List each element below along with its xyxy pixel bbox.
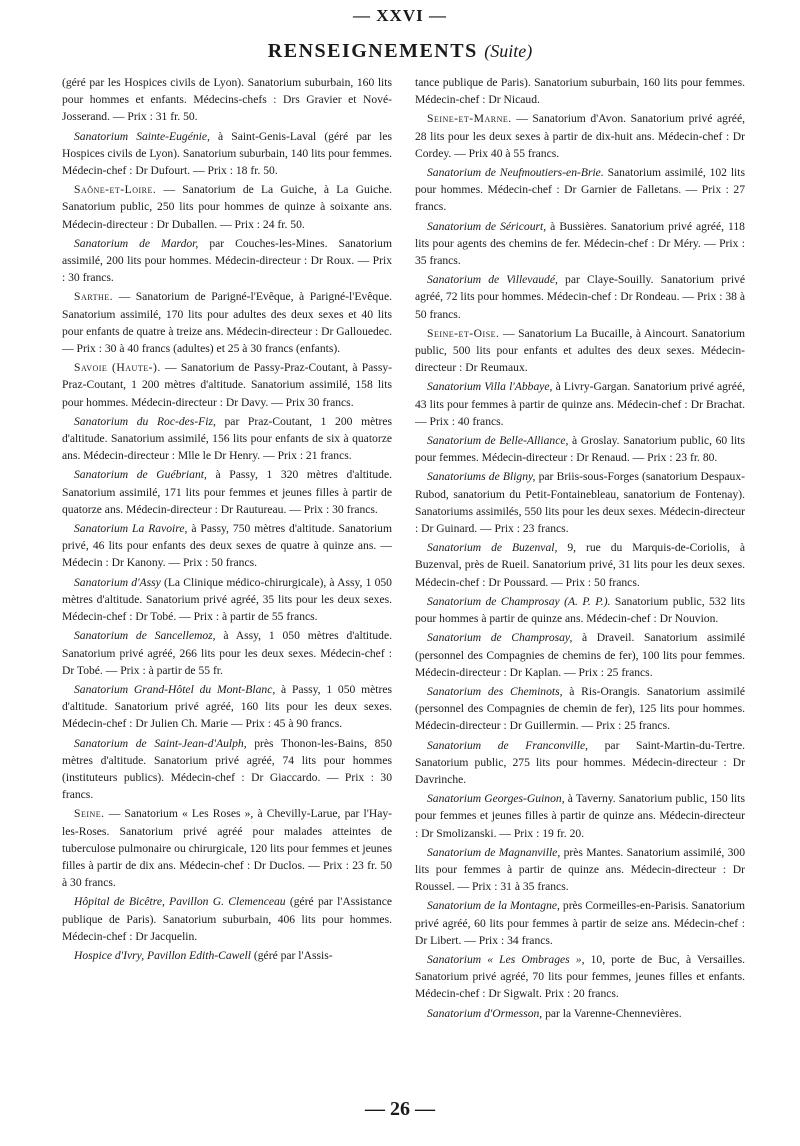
entry-paragraph	[62, 627, 392, 679]
entry-heading: Sanatoriums de Bligny,	[427, 470, 536, 484]
entry-heading: Saône-et-Loire.	[74, 183, 157, 197]
entry-paragraph	[415, 593, 745, 627]
entry-text: par Couches-les-Mines. Sanatorium assimilé, 200 lits pour hommes. Médecin-directeur : Dr Roux. — Prix : 30 francs.	[62, 236, 392, 285]
entry-text: à Draveil. Sanatorium assimilé (personnel des Compagnies de chemins de fer), 100 lits pour femmes. Médecin-directeur : Dr Kaplan. — Prix : 25 francs.	[415, 631, 745, 679]
entry-heading: Sanatorium de Sancellemoz,	[74, 629, 216, 643]
entry-text: par la Varenne-Chennevières.	[542, 1006, 682, 1020]
section-title-suite: (Suite)	[484, 41, 533, 61]
entry-paragraph	[415, 378, 745, 430]
entry-text: près Mantes. Sanatorium assimilé, 300 lits pour femmes à partir de quinze ans. Médecin-directeur : Dr Roussel. — Prix : 31 à 35 francs.	[415, 845, 745, 894]
entry-heading: Sanatorium de Mardor,	[74, 236, 199, 250]
entry-heading: Sanatorium Villa l'Abbaye,	[427, 380, 553, 394]
page-number: — 26 —	[365, 1098, 435, 1120]
entry-paragraph	[62, 574, 392, 626]
entry-heading: Sanatorium de Champrosay (A. P. P.).	[427, 594, 611, 608]
entry-text: Sanatorium public, 532 lits pour hommes à partir de quinze ans. Médecin-chef : Dr Nouvion.	[415, 594, 745, 626]
entry-text: par Praz-Coutant, 1 200 mètres d'altitude. Sanatorium assimilé, 156 lits pour enfants de six à quatorze ans. Médecin-directeur : Mlle le Dr Henry. — Prix : 21 francs.	[62, 414, 392, 463]
entry-paragraph	[62, 735, 392, 804]
entry-heading: Sanatorium de Guébriant,	[74, 468, 207, 482]
entry-paragraph	[415, 164, 745, 216]
entry-heading: Seine-et-Marne.	[427, 112, 512, 126]
entry-paragraph	[62, 359, 392, 411]
entry-text: 10, porte de Buc, à Versailles. Sanatorium privé agréé, 70 lits pour femmes, jeunes filles et enfants. Médecin-chef : Dr Sigwalt. Prix : 20 francs.	[415, 952, 745, 1001]
entry-heading: Sanatorium « Les Ombrages »,	[427, 952, 585, 966]
entry-text: près Thonon-les-Bains, 850 mètres d'altitude. Sanatorium privé agréé, 74 lits pour hommes (instituteurs publics). Médecin-chef : Dr Giaccardo. — Prix : 30 francs.	[62, 736, 392, 802]
entry-text: — Sanatorium de La Guiche, à La Guiche. Sanatorium public, 250 lits pour hommes de quinze à soixante ans. Médecin-directeur : Dr Duballen. — Prix : 24 fr. 50.	[62, 183, 392, 231]
left-column	[62, 74, 392, 1084]
entry-heading: Sanatorium de Champrosay,	[427, 631, 573, 645]
entry-paragraph	[415, 74, 745, 108]
entry-paragraph	[415, 790, 745, 842]
entry-text: par Briis-sous-Forges (sanatorium Despaux-Rubod, sanatorium du Petit-Fontainebleau, sanatorium de Fontenay). Sanatoriums assimilés, 550 lits pour les deux sexes. Médecin-directeur : Dr Guinard. — Prix : 23 francs.	[415, 470, 745, 536]
entry-heading: Sanatorium de Neufmoutiers-en-Brie.	[427, 166, 604, 180]
entry-text: (géré par l'Assistance publique de Paris). Sanatorium suburbain, 406 lits pour hommes. Médecin-chef : Dr Jacquelin.	[62, 895, 392, 943]
entry-heading: Sanatorium des Cheminots,	[427, 684, 563, 698]
entry-paragraph	[62, 947, 392, 964]
entry-paragraph	[415, 897, 745, 949]
entry-paragraph	[62, 181, 392, 233]
entry-heading: Sanatorium de Saint-Jean-d'Aulph,	[74, 736, 247, 750]
entry-paragraph	[415, 218, 745, 270]
entry-paragraph	[415, 844, 745, 896]
entry-paragraph	[415, 539, 745, 591]
entry-text: près Cormeilles-en-Parisis. Sanatorium privé agréé, 60 lits pour femmes à partir de seize ans. Médecin-chef : Dr Libert. — Prix : 34 francs.	[415, 899, 745, 947]
entry-text: (géré par les Hospices civils de Lyon). Sanatorium suburbain, 160 lits pour hommes et enfants. Médecins-chefs : Drs Gravier et Nové-Josserand. — Prix : 31 fr. 50.	[62, 76, 392, 124]
entry-paragraph	[415, 468, 745, 537]
entry-text: à Taverny. Sanatorium public, 150 lits pour femmes et jeunes filles à partir de quinze ans. Médecin-directeur : Dr Smolizanski. — Prix : 19 fr. 20.	[415, 792, 745, 840]
entry-paragraph	[415, 271, 745, 323]
entry-paragraph	[62, 235, 392, 287]
entry-text: tance publique de Paris). Sanatorium suburbain, 160 lits pour femmes. Médecin-chef : Dr Nicaud.	[415, 76, 745, 107]
entry-heading: Sanatorium du Roc-des-Fiz,	[74, 414, 216, 428]
entry-text: Sanatorium assimilé, 102 lits pour hommes. Médecin-chef : Dr Garnier de Falletans. — Prix : 27 francs.	[415, 166, 745, 214]
entry-paragraph	[62, 520, 392, 572]
entry-text: — Sanatorium d'Avon. Sanatorium privé agréé, 28 lits pour les deux sexes à partir de dix-huit ans. Médecin-chef : Dr Cordey. — Prix 40 à 55 francs.	[415, 112, 745, 160]
entry-heading: Hospice d'Ivry, Pavillon Edith-Cawell	[74, 948, 251, 962]
entry-paragraph	[415, 629, 745, 681]
section-title-text: RENSEIGNEMENTS	[267, 40, 478, 62]
entry-heading: Sanatorium Georges-Guinon,	[427, 792, 565, 806]
entry-text: (La Clinique médico-chirurgicale), à Assy, 1 050 mètres d'altitude. Sanatorium privé agréé, 35 lits pour les deux sexes. Médecin-chef : Dr Tobé. — Prix : à partir de 55 francs.	[62, 575, 392, 624]
entry-text: à Passy, 1 320 mètres d'altitude. Sanatorium assimilé, 171 lits pour femmes et jeunes filles à partir de quatorze ans. Médecin-directeur : Dr Rautureau. — Prix : 30 francs.	[62, 468, 392, 516]
entry-text: (géré par l'Assis-	[251, 948, 333, 962]
entry-text: par Saint-Martin-du-Tertre. Sanatorium public, 275 lits pour hommes. Médecin-directeur : Dr Davrinche.	[415, 738, 745, 786]
entry-text: à Passy, 750 mètres d'altitude. Sanatorium privé, 46 lits pour enfants des deux sexes de quatre à quinze ans. — Médecin : Dr Kanony. — Prix : 50 francs.	[62, 522, 392, 570]
entry-paragraph	[62, 805, 392, 891]
entry-heading: Savoie (Haute-).	[74, 361, 161, 375]
entry-paragraph	[415, 325, 745, 377]
entry-paragraph	[415, 110, 745, 162]
entry-paragraph	[62, 288, 392, 357]
entry-paragraph	[62, 74, 392, 126]
entry-paragraph	[415, 737, 745, 789]
roman-page-number: — XXVI —	[353, 6, 447, 25]
entry-heading: Sanatorium de Belle-Alliance,	[427, 434, 569, 448]
entry-heading: Hôpital de Bicêtre, Pavillon G. Clemenceau	[74, 895, 286, 909]
entry-text: 9, rue du Marquis-de-Coriolis, à Buzenval, près de Rueil. Sanatorium privé, 31 lits pour les deux sexes. Médecin-chef : Dr Poussard. — Prix : 50 francs.	[415, 541, 745, 589]
section-title	[0, 40, 800, 63]
entry-heading: Seine-et-Oise.	[427, 326, 500, 340]
entry-text: — Sanatorium de Passy-Praz-Coutant, à Passy-Praz-Coutant, 1 200 mètres d'altitude. Sanatorium assimilé, 158 lits pour hommes. Médecin-directeur : Dr Davy. — Prix 30 francs.	[62, 361, 392, 409]
entry-text: à Passy, 1 050 mètres d'altitude. Sanatorium privé agréé, 160 lits pour les deux sexes. Médecin-chef : Dr Julien Ch. Marie — Prix : 45 à 90 francs.	[62, 682, 392, 731]
right-column	[415, 74, 745, 1084]
entry-text: — Sanatorium La Bucaille, à Aincourt. Sanatorium public, 500 lits pour enfants et adultes des deux sexes. Médecin-directeur : Dr Reumaux.	[415, 326, 745, 375]
entry-paragraph	[415, 683, 745, 735]
entry-heading: Sanatorium La Ravoire,	[74, 522, 188, 536]
entry-text: à Groslay. Sanatorium public, 60 lits pour femmes. Médecin-directeur : Dr Renaud. — Prix : 23 fr. 80.	[415, 434, 745, 465]
entry-heading: Sanatorium d'Assy	[74, 575, 161, 589]
entry-text: par Claye-Souilly. Sanatorium privé agréé, 72 lits pour hommes. Médecin-chef : Dr Rondeau. — Prix : 38 à 50 francs.	[415, 273, 745, 321]
entry-heading: Sanatorium de Villevaudé,	[427, 273, 558, 287]
entry-heading: Seine.	[74, 807, 105, 821]
entry-paragraph	[62, 893, 392, 945]
entry-paragraph	[62, 128, 392, 180]
entry-paragraph	[415, 1005, 745, 1022]
entry-heading: Sanatorium Sainte-Eugénie,	[74, 129, 210, 143]
entry-text: — Sanatorium de Parigné-l'Evêque, à Parigné-l'Evêque. Sanatorium assimilé, 170 lits pour adultes des deux sexes et 40 lits pour enfants de quatre à treize ans. Médecin-directeur : Dr Gallouedec. — Prix : 30 à 40 francs (adultes) et 25 à 30 francs (enfants).	[62, 290, 392, 356]
entry-heading: Sanatorium de Franconville,	[427, 738, 589, 752]
entry-heading: Sanatorium de Séricourt,	[427, 219, 547, 233]
entry-text: à Ris-Orangis. Sanatorium assimilé (personnel des Compagnies de chemin de fer), 125 lits pour hommes. Médecin-directeur : Dr Guillermin. — Prix : 25 francs.	[415, 684, 745, 733]
entry-text: à Saint-Genis-Laval (géré par les Hospices civils de Lyon). Sanatorium suburbain, 140 lits pour femmes. Médecin-chef : Dr Dufourt. — Prix : 18 fr. 50.	[62, 129, 392, 178]
entry-heading: Sanatorium de Magnanville,	[427, 845, 561, 859]
entry-heading: Sanatorium de la Montagne,	[427, 899, 560, 913]
entry-paragraph	[62, 466, 392, 518]
entry-text: à Bussières. Sanatorium privé agréé, 118 lits pour agents des chemins de fer. Médecin-chef : Dr Méry. — Prix : 35 francs.	[415, 219, 745, 268]
entry-paragraph	[415, 951, 745, 1003]
entry-heading: Sanatorium d'Ormesson,	[427, 1006, 543, 1020]
entry-paragraph	[62, 413, 392, 465]
entry-paragraph	[62, 681, 392, 733]
entry-heading: Sarthe.	[74, 290, 114, 304]
entry-text: — Sanatorium « Les Roses », à Chevilly-Larue, par l'Hay-les-Roses. Sanatorium privé agréé pour malades atteintes de tuberculose pulmonaire ou chirurgicale, 120 lits pour femmes et jeunes filles à partir de dix ans. Médecin-chef : Dr Duclos. — Prix : 23 fr. 50 à 30 francs.	[62, 807, 392, 890]
entry-paragraph	[415, 432, 745, 466]
entry-text: à Assy, 1 050 mètres d'altitude. Sanatorium privé agréé, 266 lits pour les deux sexes. Médecin-chef : Dr Tobé. — Prix : à partir de 55 fr.	[62, 629, 392, 677]
entry-text: à Livry-Gargan. Sanatorium privé agréé, 43 lits pour femmes à partir de quinze ans. Médecin-chef : Dr Brachat. — Prix : 40 francs.	[415, 380, 745, 428]
entry-heading: Sanatorium Grand-Hôtel du Mont-Blanc,	[74, 682, 276, 696]
entry-heading: Sanatorium de Buzenval,	[427, 541, 558, 555]
